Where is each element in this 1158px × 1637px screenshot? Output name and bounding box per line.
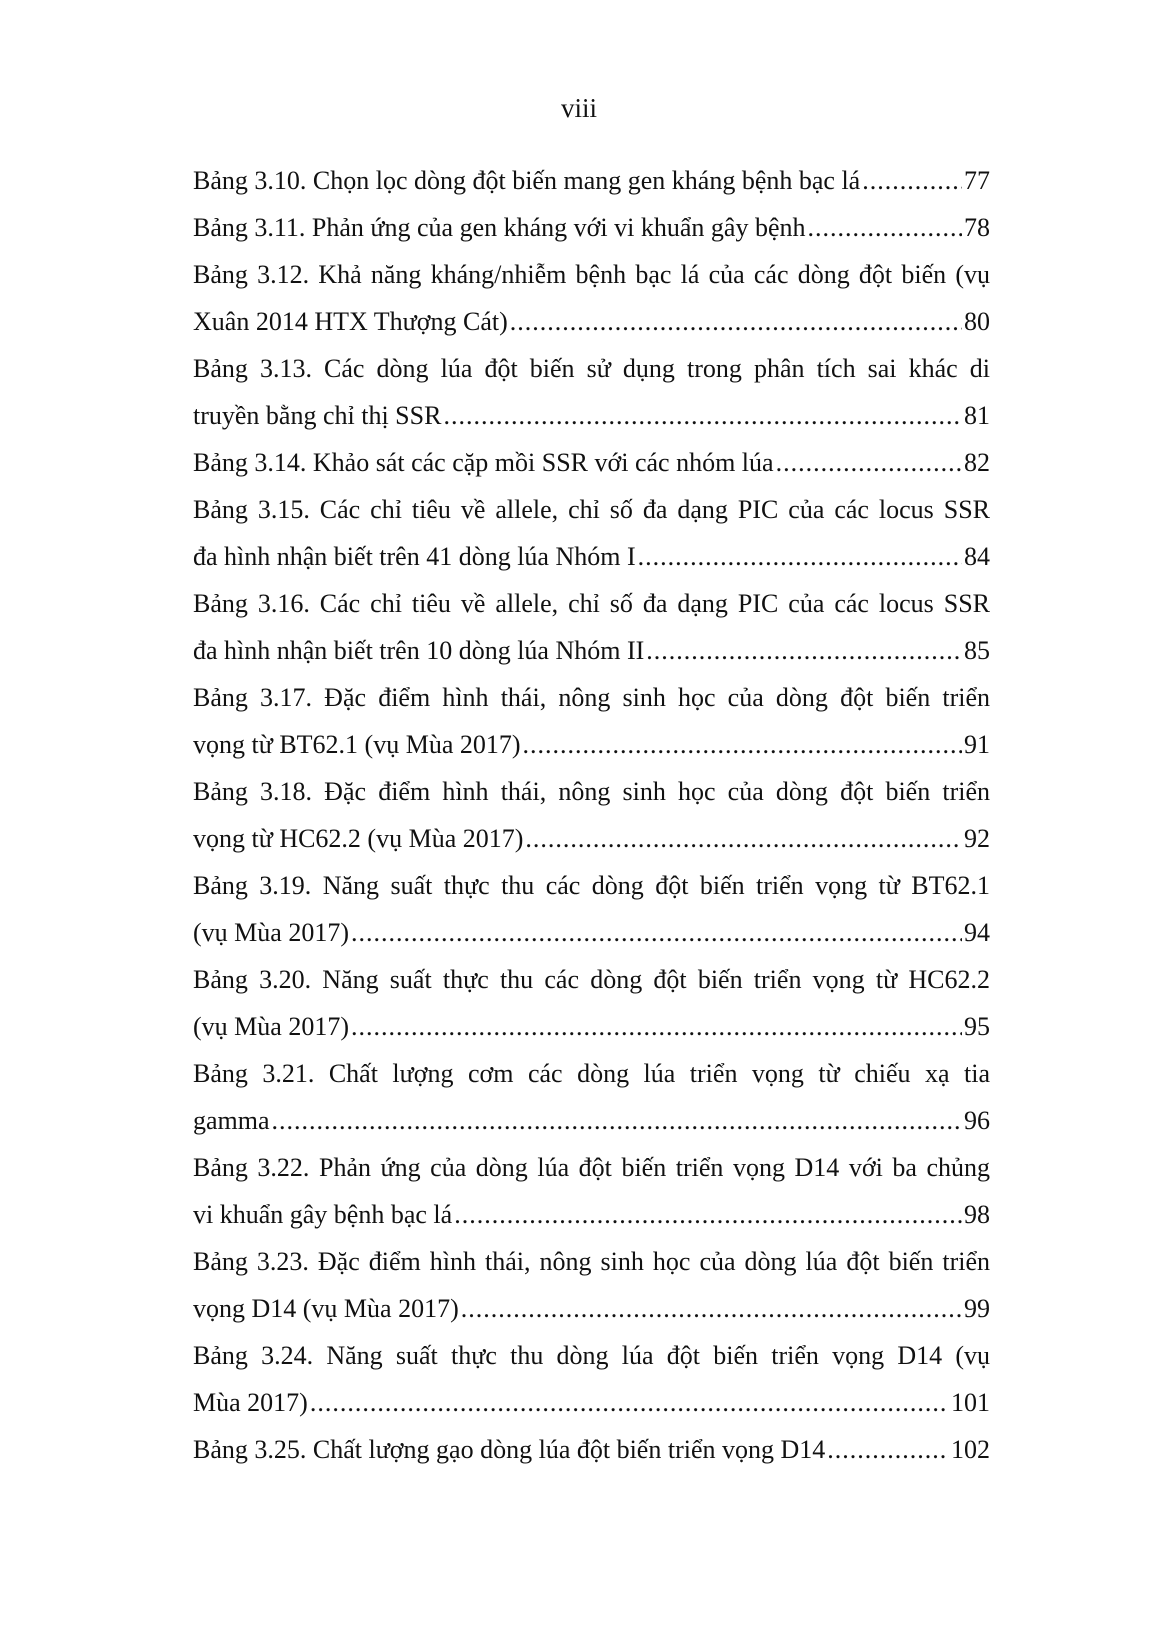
toc-entry-text: gamma [193, 1106, 270, 1135]
toc-entry-text: vọng từ BT62.1 (vụ Mùa 2017) [193, 730, 521, 759]
toc-entry-text: Bảng 3.19. Năng suất thực thu các dòng đột biến triển vọng từ BT62.1 [193, 871, 990, 900]
toc-entry-text: Xuân 2014 HTX Thượng Cát) [193, 307, 508, 336]
toc-entry[interactable] [193, 439, 990, 486]
toc-entry-line [193, 627, 990, 674]
toc-entry-text: vọng D14 (vụ Mùa 2017) [193, 1294, 459, 1323]
toc-entry-text: Bảng 3.18. Đặc điểm hình thái, nông sinh học của dòng đột biến triển [193, 777, 990, 806]
toc-entry-line [193, 1003, 990, 1050]
toc-leader-dots [510, 298, 962, 345]
toc-leader-dots [443, 392, 962, 439]
toc-entry-line [193, 486, 990, 533]
toc-page-number: 95 [964, 1012, 990, 1041]
toc-entry-line [193, 251, 990, 298]
toc-page-number: 92 [964, 824, 990, 853]
toc-leader-dots [862, 157, 962, 204]
toc-entry-line [193, 298, 990, 345]
toc-entry-line [193, 580, 990, 627]
toc-entry-line [193, 1050, 990, 1097]
page-number: viii [560, 93, 597, 123]
toc-page-number: 102 [951, 1435, 990, 1464]
toc-entry-line [193, 533, 990, 580]
toc-entry-line [193, 1285, 990, 1332]
toc-entry-text: Bảng 3.16. Các chỉ tiêu về allele, chỉ số đa dạng PIC của các locus SSR [193, 589, 990, 618]
toc-page-number: 101 [951, 1388, 990, 1417]
toc-leader-dots [776, 439, 962, 486]
toc-entry-line [193, 862, 990, 909]
toc-page-number: 78 [964, 213, 990, 242]
toc-entry-text: Bảng 3.15. Các chỉ tiêu về allele, chỉ số đa dạng PIC của các locus SSR [193, 495, 990, 524]
toc-entry[interactable] [193, 956, 990, 1050]
toc-entry-line [193, 439, 990, 486]
toc-page-number: 81 [964, 401, 990, 430]
toc-page-number: 84 [964, 542, 990, 571]
toc-leader-dots [310, 1379, 949, 1426]
toc-leader-dots [827, 1426, 949, 1473]
toc-entry[interactable] [193, 1238, 990, 1332]
toc-entry[interactable] [193, 157, 990, 204]
toc-entry-text: (vụ Mùa 2017) [193, 918, 349, 947]
table-of-contents [193, 157, 990, 1473]
toc-entry-line [193, 345, 990, 392]
toc-entry-text: vi khuẩn gây bệnh bạc lá [193, 1200, 453, 1229]
toc-leader-dots [454, 1191, 962, 1238]
toc-leader-dots [808, 204, 963, 251]
toc-leader-dots [523, 721, 962, 768]
toc-entry-line [193, 721, 990, 768]
toc-entry[interactable] [193, 486, 990, 580]
toc-entry[interactable] [193, 345, 990, 439]
toc-entry-line [193, 1238, 990, 1285]
toc-entry-text: Bảng 3.13. Các dòng lúa đột biến sử dụng trong phân tích sai khác di [193, 354, 990, 383]
toc-entry-line [193, 1097, 990, 1144]
toc-entry-line [193, 909, 990, 956]
toc-entry-text: Bảng 3.12. Khả năng kháng/nhiễm bệnh bạc lá của các dòng đột biến (vụ [193, 260, 990, 289]
toc-page-number: 98 [964, 1200, 990, 1229]
toc-entry-text: Bảng 3.24. Năng suất thực thu dòng lúa đột biến triển vọng D14 (vụ [193, 1341, 990, 1370]
toc-entry[interactable] [193, 1426, 990, 1473]
toc-entry-text: Bảng 3.21. Chất lượng cơm các dòng lúa triển vọng từ chiếu xạ tia [193, 1059, 990, 1088]
toc-entry-text: Bảng 3.22. Phản ứng của dòng lúa đột biến triển vọng D14 với ba chủng [193, 1153, 990, 1182]
toc-entry-text: truyền bằng chỉ thị SSR [193, 401, 442, 430]
toc-entry-line [193, 1332, 990, 1379]
toc-entry-text: Bảng 3.17. Đặc điểm hình thái, nông sinh học của dòng đột biến triển [193, 683, 990, 712]
toc-leader-dots [638, 533, 962, 580]
toc-entry[interactable] [193, 1144, 990, 1238]
toc-entry-line [193, 1379, 990, 1426]
toc-entry[interactable] [193, 768, 990, 862]
toc-entry-text: vọng từ HC62.2 (vụ Mùa 2017) [193, 824, 524, 853]
toc-page-number: 94 [964, 918, 990, 947]
toc-entry[interactable] [193, 204, 990, 251]
toc-entry-text: Bảng 3.10. Chọn lọc dòng đột biến mang gen kháng bệnh bạc lá [193, 166, 861, 195]
toc-leader-dots [351, 909, 962, 956]
toc-entry-text: (vụ Mùa 2017) [193, 1012, 349, 1041]
toc-entry-text: Mùa 2017) [193, 1388, 308, 1417]
toc-page-number: 82 [964, 448, 990, 477]
toc-leader-dots [461, 1285, 962, 1332]
toc-entry-text: đa hình nhận biết trên 10 dòng lúa Nhóm II [193, 636, 645, 665]
toc-entry-line [193, 1144, 990, 1191]
toc-entry[interactable] [193, 251, 990, 345]
toc-page-number: 91 [964, 730, 990, 759]
toc-entry-line [193, 392, 990, 439]
toc-entry-text: Bảng 3.23. Đặc điểm hình thái, nông sinh học của dòng lúa đột biến triển [193, 1247, 990, 1276]
toc-entry-line [193, 674, 990, 721]
toc-entry[interactable] [193, 862, 990, 956]
toc-leader-dots [525, 815, 962, 862]
toc-entry-text: Bảng 3.20. Năng suất thực thu các dòng đột biến triển vọng từ HC62.2 [193, 965, 990, 994]
toc-page-number: 77 [964, 166, 990, 195]
toc-page-number: 85 [964, 636, 990, 665]
toc-page-number: 99 [964, 1294, 990, 1323]
toc-entry-text: Bảng 3.11. Phản ứng của gen kháng với vi khuẩn gây bệnh [193, 213, 806, 242]
toc-leader-dots [351, 1003, 962, 1050]
toc-entry[interactable] [193, 1332, 990, 1426]
toc-entry[interactable] [193, 1050, 990, 1144]
toc-leader-dots [272, 1097, 962, 1144]
toc-entry[interactable] [193, 674, 990, 768]
toc-entry-line [193, 204, 990, 251]
toc-entry-text: Bảng 3.14. Khảo sát các cặp mồi SSR với các nhóm lúa [193, 448, 774, 477]
toc-entry-line [193, 956, 990, 1003]
toc-entry-line [193, 1191, 990, 1238]
toc-entry-line [193, 768, 990, 815]
toc-page-number: 96 [964, 1106, 990, 1135]
toc-page-number: 80 [964, 307, 990, 336]
toc-entry-line [193, 1426, 990, 1473]
toc-entry-text: Bảng 3.25. Chất lượng gạo dòng lúa đột biến triển vọng D14 [193, 1435, 826, 1464]
toc-entry[interactable] [193, 580, 990, 674]
toc-entry-text: đa hình nhận biết trên 41 dòng lúa Nhóm I [193, 542, 636, 571]
toc-entry-line [193, 815, 990, 862]
toc-entry-line [193, 157, 990, 204]
toc-leader-dots [646, 627, 962, 674]
